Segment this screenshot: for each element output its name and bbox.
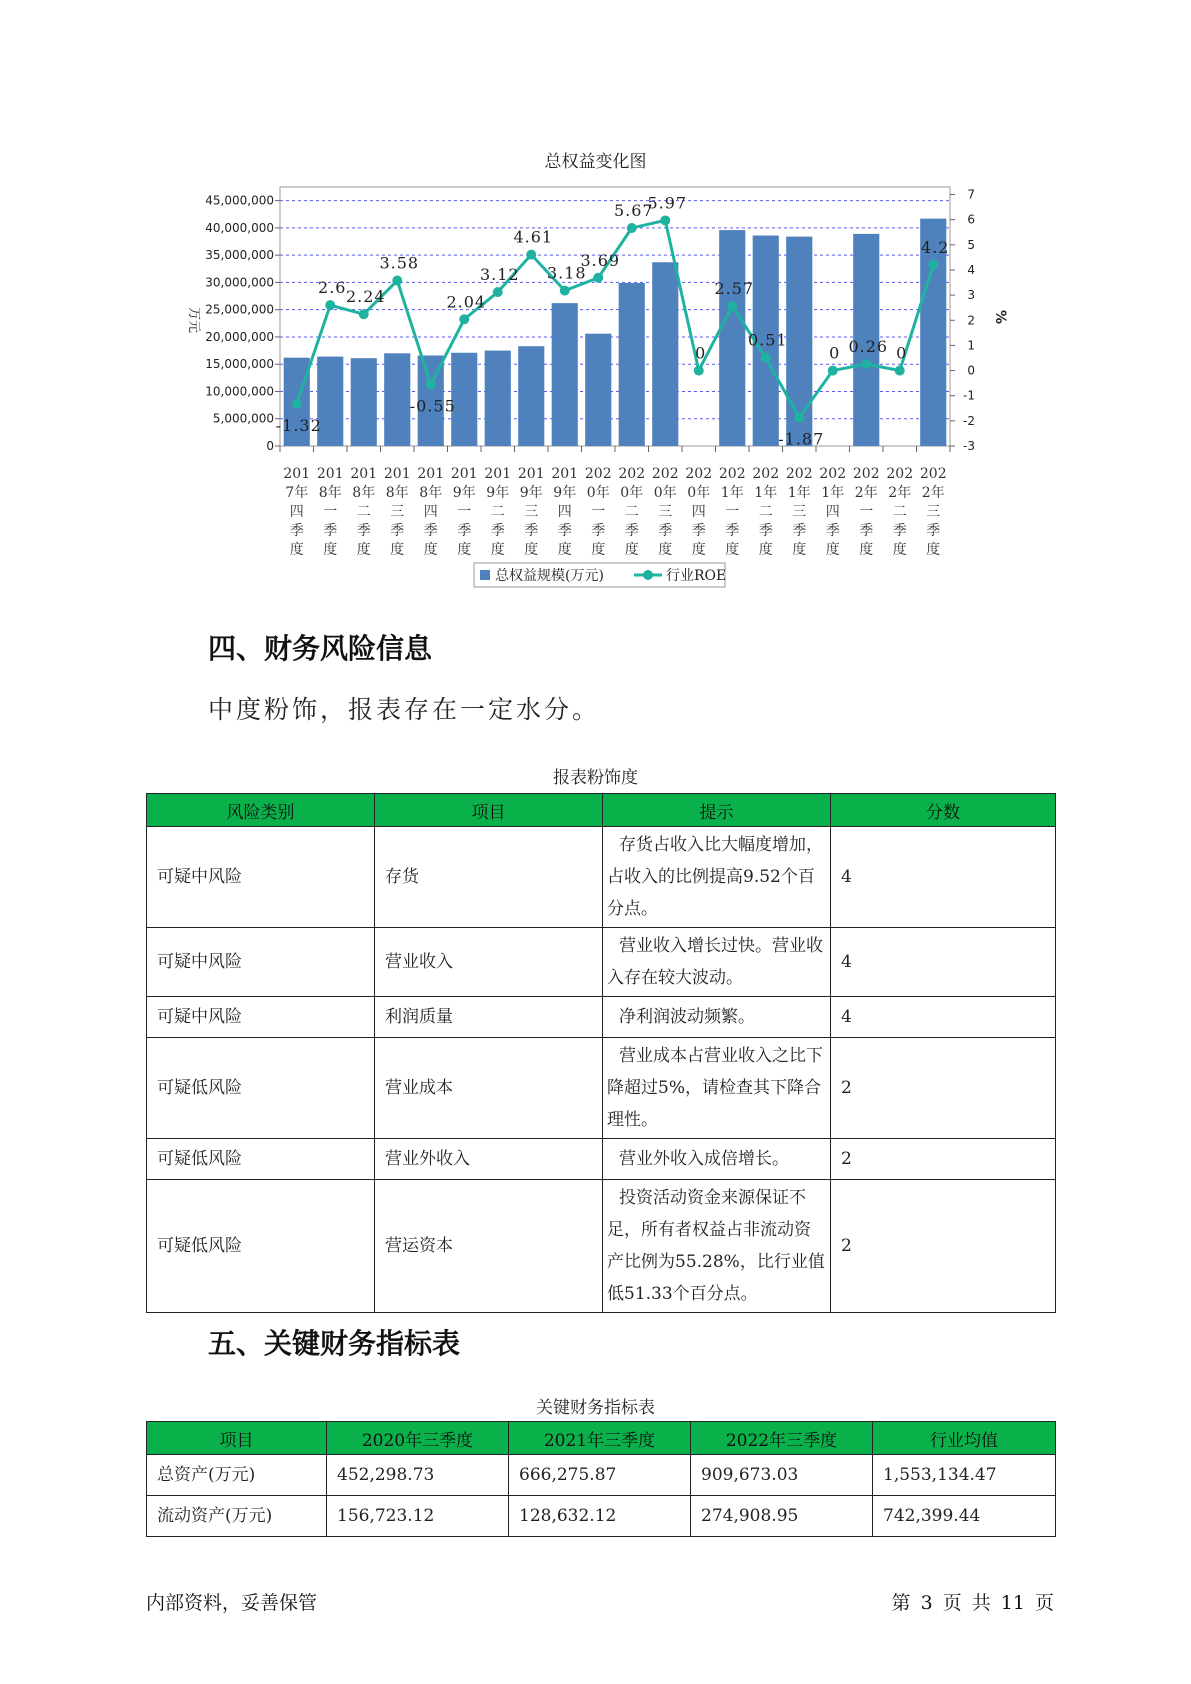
kpi-cell: 452,298.73 (327, 1455, 509, 1496)
roe-data-label: 3.58 (379, 253, 420, 273)
roe-data-label: 0 (695, 343, 707, 363)
left-axis-tick-label: 0 (266, 439, 274, 453)
x-axis-category-label: 四 (557, 504, 572, 520)
x-axis-category-label: 二 (892, 504, 907, 520)
risk-item: 营业外收入 (375, 1139, 603, 1180)
kpi-cell: 总资产(万元) (147, 1455, 327, 1496)
kpi-cell: 1,553,134.47 (873, 1455, 1056, 1496)
kpi-table-caption: 关键财务指标表 (536, 1398, 655, 1418)
risk-item: 存货 (375, 827, 603, 928)
chart-title: 总权益变化图 (544, 152, 647, 172)
equity-bar (619, 283, 645, 446)
right-axis-tick-label: 3 (967, 288, 975, 303)
risk-header-item: 项目 (375, 794, 603, 827)
kpi-header-2020q3: 2020年三季度 (327, 1422, 509, 1455)
risk-header-tip: 提示 (603, 794, 831, 827)
kpi-cell: 742,399.44 (873, 1496, 1056, 1537)
equity-bar (652, 262, 678, 446)
x-axis-category-label: 三 (658, 504, 673, 520)
risk-tip: 净利润波动频繁。 (603, 997, 831, 1038)
x-axis-category-label: 度 (356, 542, 371, 558)
x-axis-category-label: 度 (289, 542, 304, 558)
right-axis-tick-label: 5 (967, 237, 975, 252)
roe-data-label: 2.24 (345, 287, 386, 307)
left-axis-tick-label: 25,000,000 (205, 302, 274, 317)
x-axis-category-label: 201 (283, 466, 311, 482)
x-axis-category-label: 季 (926, 523, 941, 539)
x-axis-category-label: 一 (859, 504, 874, 520)
roe-data-label: 3.69 (580, 250, 621, 270)
right-axis-tick-label: 0 (967, 363, 975, 378)
roe-point (928, 260, 938, 270)
legend-bar-label: 总权益规模(万元) (495, 568, 604, 584)
equity-bar (351, 358, 377, 446)
x-axis-category-label: 季 (524, 523, 539, 539)
x-axis-category-label: 201 (484, 466, 512, 482)
x-axis-category-label: 三 (926, 504, 941, 520)
risk-category: 可疑低风险 (147, 1139, 375, 1180)
roe-data-label: 2.04 (446, 292, 487, 312)
x-axis-category-label: 度 (658, 542, 673, 558)
kpi-header-2022q3: 2022年三季度 (691, 1422, 873, 1455)
x-axis-category-label: 季 (892, 523, 907, 539)
roe-data-label: 3.12 (479, 265, 520, 285)
x-axis-category-label: 三 (524, 504, 539, 520)
x-axis-category-label: 202 (685, 466, 713, 482)
x-axis-category-label: 度 (758, 542, 773, 558)
x-axis-category-label: 7年 (285, 485, 309, 501)
roe-point (292, 399, 302, 409)
x-axis-category-label: 季 (591, 523, 606, 539)
risk-row (147, 997, 1056, 1038)
x-axis-category-label: 2年 (921, 485, 945, 501)
legend-bar-swatch (480, 570, 490, 580)
x-axis-category-label: 度 (323, 542, 338, 558)
roe-point (861, 359, 871, 369)
risk-tip: 营业外收入成倍增长。 (603, 1139, 831, 1180)
roe-point (828, 366, 838, 376)
x-axis-category-label: 季 (792, 523, 807, 539)
x-axis-category-label: 季 (557, 523, 572, 539)
kpi-cell: 流动资产(万元) (147, 1496, 327, 1537)
risk-category: 可疑中风险 (147, 997, 375, 1038)
right-axis-tick-label: 7 (967, 187, 975, 202)
roe-data-label: -1.87 (778, 429, 825, 449)
risk-score: 4 (831, 928, 1056, 997)
risk-table-caption: 报表粉饰度 (553, 768, 638, 788)
x-axis-category-label: 202 (718, 466, 746, 482)
x-axis-category-label: 四 (289, 504, 304, 520)
x-axis-category-label: 202 (919, 466, 947, 482)
risk-score: 4 (831, 827, 1056, 928)
x-axis-category-label: 度 (892, 542, 907, 558)
roe-data-label: 0.26 (848, 337, 889, 357)
risk-score: 2 (831, 1180, 1056, 1313)
roe-point (627, 223, 637, 233)
x-axis-category-label: 0年 (586, 485, 610, 501)
plot-area (280, 187, 950, 446)
x-axis-category-label: 一 (725, 504, 740, 520)
risk-row (147, 1180, 1056, 1313)
x-axis-category-label: 9年 (519, 485, 543, 501)
kpi-cell: 156,723.12 (327, 1496, 509, 1537)
risk-category: 可疑低风险 (147, 1038, 375, 1139)
x-axis-category-label: 四 (691, 504, 706, 520)
risk-score: 4 (831, 997, 1056, 1038)
kpi-cell: 909,673.03 (691, 1455, 873, 1496)
x-axis-category-label: 季 (356, 523, 371, 539)
kpi-row (147, 1496, 1056, 1537)
x-axis-category-label: 度 (390, 542, 405, 558)
x-axis-category-label: 一 (323, 504, 338, 520)
footer-page-number: 第 3 页 共 11 页 (891, 1592, 1054, 1614)
roe-data-label: 0 (829, 343, 841, 363)
x-axis-category-label: 202 (584, 466, 612, 482)
x-axis-category-label: 202 (618, 466, 646, 482)
roe-data-label: 4.61 (513, 227, 554, 247)
roe-data-label: -0.55 (409, 396, 456, 416)
x-axis-category-label: 202 (819, 466, 847, 482)
x-axis-category-label: 2年 (854, 485, 878, 501)
risk-category: 可疑中风险 (147, 928, 375, 997)
x-axis-category-label: 度 (926, 542, 941, 558)
legend-line-label: 行业ROE (666, 568, 727, 584)
risk-row (147, 1139, 1056, 1180)
x-axis-category-label: 季 (825, 523, 840, 539)
x-axis-category-label: 度 (624, 542, 639, 558)
right-axis-tick-label: 4 (967, 262, 975, 277)
right-axis-tick-label: 2 (967, 313, 975, 328)
x-axis-category-label: 季 (323, 523, 338, 539)
left-axis-title: 万元 (186, 306, 201, 334)
x-axis-category-label: 1年 (754, 485, 778, 501)
roe-point (325, 300, 335, 310)
x-axis-category-label: 0年 (653, 485, 677, 501)
roe-data-label: -1.32 (275, 415, 322, 435)
x-axis-category-label: 二 (356, 504, 371, 520)
x-axis-category-label: 202 (852, 466, 880, 482)
equity-bar (719, 230, 745, 446)
left-axis-tick-label: 15,000,000 (205, 357, 274, 372)
right-axis-tick-label: 6 (967, 212, 975, 227)
x-axis-category-label: 202 (752, 466, 780, 482)
x-axis-category-label: 度 (792, 542, 807, 558)
equity-bar (384, 353, 410, 446)
right-axis-tick-label: -2 (963, 413, 975, 428)
x-axis-category-label: 季 (624, 523, 639, 539)
section4-paragraph: 中度粉饰，报表存在一定水分。 (208, 695, 601, 724)
left-axis-tick-label: 40,000,000 (205, 220, 274, 235)
x-axis-category-label: 季 (658, 523, 673, 539)
risk-header-score: 分数 (831, 794, 1056, 827)
x-axis-category-label: 201 (383, 466, 411, 482)
kpi-row (147, 1455, 1056, 1496)
roe-point (526, 250, 536, 260)
x-axis-category-label: 季 (457, 523, 472, 539)
roe-point (794, 413, 804, 423)
footer-confidential-note: 内部资料，妥善保管 (146, 1592, 318, 1614)
x-axis-category-label: 201 (450, 466, 478, 482)
x-axis-category-label: 9年 (452, 485, 476, 501)
x-axis-category-label: 度 (691, 542, 706, 558)
left-axis-tick-label: 10,000,000 (205, 384, 274, 399)
risk-tip: 存货占收入比大幅度增加，占收入的比例提高9.52个百分点。 (603, 827, 831, 928)
risk-row (147, 928, 1056, 997)
x-axis-category-label: 季 (490, 523, 505, 539)
x-axis-category-label: 季 (758, 523, 773, 539)
left-axis-tick-label: 20,000,000 (205, 329, 274, 344)
roe-point (426, 379, 436, 389)
x-axis-category-label: 202 (785, 466, 813, 482)
risk-score: 2 (831, 1139, 1056, 1180)
x-axis-category-label: 202 (651, 466, 679, 482)
risk-table (146, 793, 1056, 1313)
kpi-table (146, 1421, 1056, 1537)
roe-point (560, 286, 570, 296)
x-axis-category-label: 季 (725, 523, 740, 539)
risk-header-category: 风险类别 (147, 794, 375, 827)
x-axis-category-label: 8年 (385, 485, 409, 501)
risk-item: 营业收入 (375, 928, 603, 997)
x-axis-category-label: 201 (316, 466, 344, 482)
roe-point (895, 366, 905, 376)
risk-tip: 营业成本占营业收入之比下降超过5%，请检查其下降合理性。 (603, 1038, 831, 1139)
kpi-cell: 274,908.95 (691, 1496, 873, 1537)
roe-point (392, 276, 402, 286)
roe-point (727, 301, 737, 311)
x-axis-category-label: 季 (423, 523, 438, 539)
roe-data-label: 5.67 (613, 200, 654, 220)
section5-heading: 五、关键财务指标表 (208, 1327, 461, 1360)
x-axis-category-label: 度 (825, 542, 840, 558)
roe-data-label: 2.57 (714, 278, 755, 298)
x-axis-category-label: 202 (886, 466, 914, 482)
risk-item: 利润质量 (375, 997, 603, 1038)
left-axis-tick-label: 35,000,000 (205, 248, 274, 263)
x-axis-category-label: 三 (390, 504, 405, 520)
x-axis-category-label: 1年 (720, 485, 744, 501)
risk-category: 可疑低风险 (147, 1180, 375, 1313)
legend-line-marker (643, 570, 653, 580)
roe-data-label: 5.97 (647, 193, 688, 213)
kpi-header-item: 项目 (147, 1422, 327, 1455)
x-axis-category-label: 9年 (553, 485, 577, 501)
x-axis-category-label: 8年 (318, 485, 342, 501)
x-axis-category-label: 8年 (419, 485, 443, 501)
roe-data-label: 2.6 (318, 278, 347, 298)
x-axis-category-label: 度 (457, 542, 472, 558)
x-axis-category-label: 8年 (352, 485, 376, 501)
x-axis-category-label: 0年 (687, 485, 711, 501)
left-axis-tick-label: 45,000,000 (205, 193, 274, 208)
x-axis-category-label: 季 (390, 523, 405, 539)
risk-category: 可疑中风险 (147, 827, 375, 928)
roe-data-label: 0 (896, 343, 908, 363)
left-axis-tick-label: 30,000,000 (205, 275, 274, 290)
x-axis-category-label: 度 (859, 542, 874, 558)
risk-item: 营运资本 (375, 1180, 603, 1313)
x-axis-category-label: 2年 (888, 485, 912, 501)
kpi-header-2021q3: 2021年三季度 (509, 1422, 691, 1455)
equity-chart (0, 0, 1191, 600)
x-axis-category-label: 度 (591, 542, 606, 558)
roe-data-label: 0.51 (747, 330, 788, 350)
left-axis-tick-label: 5,000,000 (212, 411, 274, 426)
x-axis-category-label: 9年 (486, 485, 510, 501)
x-axis-category-label: 三 (792, 504, 807, 520)
roe-point (359, 309, 369, 319)
roe-point (660, 215, 670, 225)
x-axis-category-label: 度 (725, 542, 740, 558)
roe-point (459, 314, 469, 324)
x-axis-category-label: 201 (350, 466, 378, 482)
risk-tip: 投资活动资金来源保证不足，所有者权益占非流动资产比例为55.28%，比行业值低51.33个百分点。 (603, 1180, 831, 1313)
risk-score: 2 (831, 1038, 1056, 1139)
x-axis-category-label: 二 (624, 504, 639, 520)
equity-bar (552, 303, 578, 446)
x-axis-category-label: 二 (490, 504, 505, 520)
x-axis-category-label: 度 (524, 542, 539, 558)
kpi-header-industry-avg: 行业均值 (873, 1422, 1056, 1455)
equity-bar (585, 334, 611, 446)
risk-tip: 营业收入增长过快。营业收入存在较大波动。 (603, 928, 831, 997)
x-axis-category-label: 四 (825, 504, 840, 520)
x-axis-category-label: 四 (423, 504, 438, 520)
roe-point (761, 353, 771, 363)
right-axis-title: % (992, 309, 1008, 325)
x-axis-category-label: 201 (551, 466, 579, 482)
x-axis-category-label: 1年 (787, 485, 811, 501)
x-axis-category-label: 度 (423, 542, 438, 558)
kpi-cell: 128,632.12 (509, 1496, 691, 1537)
x-axis-category-label: 季 (289, 523, 304, 539)
roe-data-label: 3.18 (546, 263, 587, 283)
section4-heading: 四、财务风险信息 (208, 632, 433, 665)
equity-bar (518, 346, 544, 446)
equity-bar (485, 351, 511, 446)
risk-item: 营业成本 (375, 1038, 603, 1139)
x-axis-category-label: 一 (591, 504, 606, 520)
risk-row (147, 827, 1056, 928)
x-axis-category-label: 度 (557, 542, 572, 558)
x-axis-category-label: 一 (457, 504, 472, 520)
right-axis-tick-label: 1 (967, 338, 975, 353)
x-axis-category-label: 二 (758, 504, 773, 520)
x-axis-category-label: 201 (517, 466, 545, 482)
roe-point (694, 366, 704, 376)
x-axis-category-label: 201 (417, 466, 445, 482)
risk-row (147, 1038, 1056, 1139)
roe-point (593, 273, 603, 283)
x-axis-category-label: 季 (859, 523, 874, 539)
right-axis-tick-label: -3 (963, 439, 975, 453)
x-axis-category-label: 季 (691, 523, 706, 539)
x-axis-category-label: 1年 (821, 485, 845, 501)
x-axis-category-label: 度 (490, 542, 505, 558)
roe-data-label: 4.2 (921, 237, 950, 257)
roe-point (493, 287, 503, 297)
right-axis-tick-label: -1 (963, 388, 975, 403)
kpi-cell: 666,275.87 (509, 1455, 691, 1496)
x-axis-category-label: 0年 (620, 485, 644, 501)
